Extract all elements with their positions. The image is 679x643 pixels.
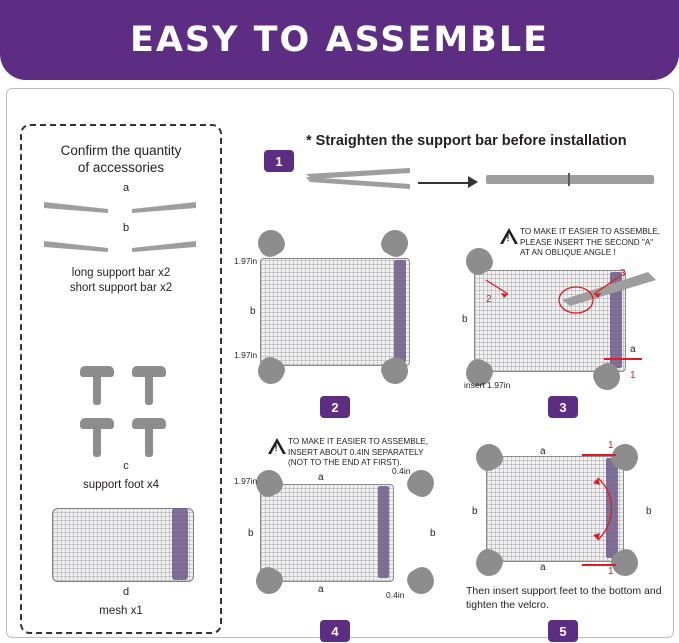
header-banner	[0, 0, 679, 80]
step4-dim-left: 1.97in	[234, 476, 258, 486]
part-label-b: b	[122, 222, 130, 234]
step2-corner-top-left	[253, 225, 288, 260]
step3-red-underline	[604, 358, 642, 360]
step2-mesh	[260, 258, 410, 366]
mesh-caption: mesh x1	[99, 605, 143, 617]
bar-joint-mark	[568, 173, 570, 186]
step-badge-4: 4	[320, 620, 350, 642]
step3-num-2: 2	[486, 294, 492, 305]
step-badge-2: 2	[320, 396, 350, 418]
parts-panel-title	[22, 142, 220, 176]
step5-letter-b-right: b	[646, 506, 652, 517]
step2-dim-bottom: 1.97in	[234, 350, 258, 360]
short-support-bar-1	[44, 238, 108, 258]
step3-red-guides	[478, 254, 628, 344]
step5-letter-a-top: a	[540, 446, 546, 457]
step4-letter-a-bottom: a	[318, 584, 324, 595]
parts-title-line2: of accessories	[77, 160, 165, 175]
parts-title-line1: Confirm the quantity	[60, 143, 182, 158]
step5-num-1-bottom: 1	[608, 566, 614, 577]
step-badge-5: 5	[548, 620, 578, 642]
step5-red-line-bottom	[582, 564, 616, 566]
step-badge-1: 1	[264, 150, 294, 172]
step5-caption-line2: tighten the velcro.	[466, 599, 549, 611]
bent-bar-illustration	[306, 168, 416, 198]
step2-corner-top-right	[377, 225, 412, 260]
step5-red-arrows	[582, 472, 632, 548]
step4-dim-top-right: 0.4in	[392, 466, 411, 476]
support-foot-2	[132, 366, 166, 406]
arrow-head-icon	[468, 176, 478, 188]
short-support-bar-2	[132, 238, 196, 258]
step5-num-1-top: 1	[608, 440, 614, 451]
step4-letter-a-top: a	[318, 472, 324, 483]
foot-stem	[145, 375, 153, 405]
step4-dim-bottom-right: 0.4in	[386, 590, 405, 600]
step-badge-3: 3	[548, 396, 578, 418]
foot-stem	[145, 427, 153, 457]
part-label-d: d	[122, 586, 130, 598]
parts-panel	[20, 124, 222, 634]
long-support-bar-2	[132, 198, 196, 220]
step3-warning-line2: PLEASE INSERT THE SECOND "A"	[520, 237, 654, 247]
support-foot-4	[132, 418, 166, 458]
warning-exclamation-2: !	[274, 443, 278, 453]
step4-corner-bottom-right	[403, 563, 438, 598]
support-foot-3	[80, 418, 114, 458]
part-label-c: c	[123, 460, 129, 472]
step4-letter-b-left: b	[248, 528, 254, 539]
step3-insert-text: insert 1.97in	[464, 380, 511, 390]
step5-panel	[452, 432, 666, 622]
step5-red-line-top	[582, 454, 616, 456]
feet-caption: support foot x4	[82, 479, 160, 491]
step4-warning-text	[288, 437, 446, 469]
step5-caption-line1: Then insert support feet to the bottom and	[466, 585, 662, 597]
step4-warning-line3: (NOT TO THE END AT FIRST).	[288, 458, 402, 467]
step3-warning-line1: TO MAKE IT EASIER TO ASSEMBLE,	[520, 227, 660, 236]
step4-warning-line2: INSERT ABOUT 0.4IN SEPARATELY	[288, 447, 424, 457]
part-label-a: a	[122, 182, 130, 194]
arrow-line	[418, 182, 470, 184]
step4-mesh	[260, 484, 394, 582]
step3-letter-b: b	[462, 314, 468, 325]
step3-warning-line3: AT AN OBLIQUE ANGLE !	[520, 248, 616, 257]
long-support-bar-1	[44, 198, 108, 220]
step5-caption	[466, 584, 666, 612]
bars-caption-line1: long support bar x2	[71, 267, 171, 279]
step3-letter-a: a	[630, 344, 636, 355]
step5-letter-b-left: b	[472, 506, 478, 517]
step2-panel	[234, 222, 438, 402]
step4-warning-line1: TO MAKE IT EASIER TO ASSEMBLE,	[288, 437, 428, 446]
mesh-velcro-edge	[172, 508, 188, 580]
page-title: EASY TO ASSEMBLE	[129, 20, 550, 60]
step4-panel	[234, 432, 446, 622]
step1-note: * Straighten the support bar before installation	[306, 133, 627, 149]
warning-exclamation: !	[506, 233, 510, 243]
step5-letter-a-bottom: a	[540, 562, 546, 573]
step2-dim-top: 1.97in	[234, 256, 258, 266]
foot-stem	[93, 375, 101, 405]
bars-caption-line2: short support bar x2	[69, 282, 173, 294]
step3-num-3: 3	[620, 268, 626, 279]
step2-letter-b: b	[250, 306, 256, 317]
step3-panel	[452, 222, 666, 402]
step3-num-1: 1	[630, 370, 636, 381]
step2-velcro-edge	[394, 260, 406, 362]
step4-velcro-edge	[378, 486, 389, 578]
straight-bar-illustration	[486, 175, 654, 184]
bars-caption	[22, 266, 220, 296]
support-foot-1	[80, 366, 114, 406]
step4-letter-b-right: b	[430, 528, 436, 539]
foot-stem	[93, 427, 101, 457]
